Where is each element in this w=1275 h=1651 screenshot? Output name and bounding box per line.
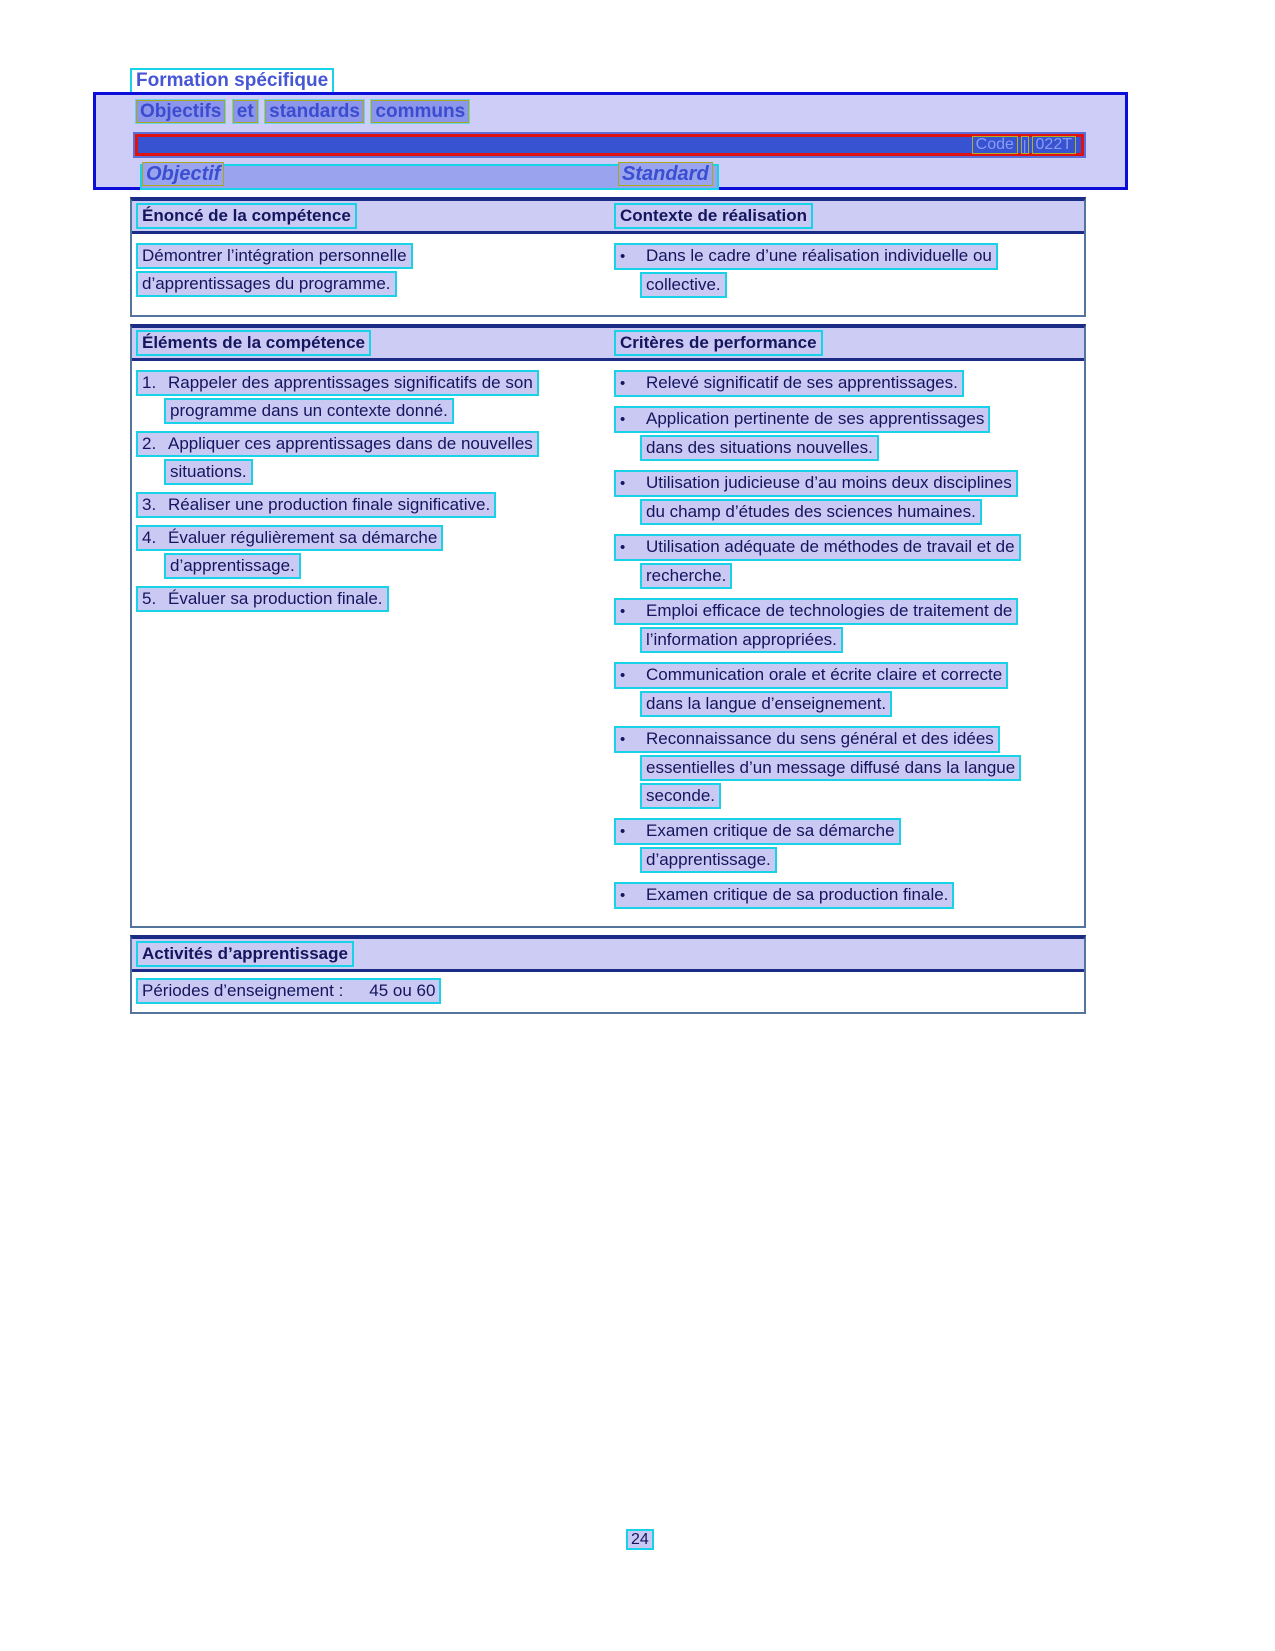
text-line [614, 406, 1080, 433]
activites-table-header [132, 939, 1084, 972]
code-value: 022T [1032, 136, 1076, 154]
enonce-text [136, 243, 614, 307]
critere-item [614, 370, 1080, 397]
text-line [614, 435, 1080, 461]
highlight-box: 1. Rappeler des apprentissages significatifs de son [136, 370, 539, 396]
code-banner-inner [135, 134, 1084, 156]
critere-item [614, 534, 1080, 589]
bullet-icon: • [620, 539, 626, 556]
elements-table-body [132, 361, 1084, 926]
contexte-header: Contexte de réalisation [614, 203, 813, 229]
highlight-box: essentielles d’un message diffusé dans la langue [640, 755, 1021, 781]
elements-table-header [132, 328, 1084, 361]
bullet-icon: • [620, 475, 626, 492]
subsection-word: communs [371, 100, 469, 123]
highlight-box: • Examen critique de sa démarche [614, 818, 901, 845]
text-line [614, 783, 1080, 809]
element-item [136, 492, 614, 518]
contexte-list [614, 243, 1080, 307]
highlight-box: recherche. [640, 563, 732, 589]
highlight-box: programme dans un contexte donné. [164, 398, 454, 424]
element-item [136, 431, 614, 485]
item-number: 2. [142, 434, 157, 453]
code-banner [133, 132, 1086, 158]
elements-list [136, 370, 614, 619]
criteres-list [614, 370, 1080, 918]
competence-table-header [132, 201, 1084, 234]
highlight-box: du champ d’études des sciences humaines. [640, 499, 982, 525]
critere-item [614, 406, 1080, 461]
text-line [614, 470, 1080, 497]
highlight-box: dans la langue d’enseignement. [640, 691, 892, 717]
highlight-box: • Application pertinente de ses apprentissages [614, 406, 990, 433]
section-heading-label: Formation spécifique [130, 68, 334, 94]
text-line [614, 370, 1080, 397]
objectif-standard-row [140, 164, 1100, 188]
elements-table [130, 324, 1086, 928]
element-item [136, 525, 614, 579]
highlight-box: • Examen critique de sa production finale. [614, 882, 954, 909]
text-line [614, 818, 1080, 845]
bullet-icon: • [620, 823, 626, 840]
text-line [614, 691, 1080, 717]
periodes-label: Périodes d’enseignement : [142, 981, 344, 1000]
bullet-icon: • [620, 603, 626, 620]
bullet-icon: • [620, 887, 626, 904]
highlight-box: 5. Évaluer sa production finale. [136, 586, 389, 612]
header-cell-right [614, 330, 1080, 356]
bullet-icon: • [620, 667, 626, 684]
item-number: 5. [142, 589, 157, 608]
subsection-word: Objectifs [136, 100, 225, 123]
criteres-header: Critères de performance [614, 330, 823, 356]
highlight-box: • Utilisation adéquate de méthodes de travail et de [614, 534, 1021, 561]
text-line [614, 499, 1080, 525]
bullet-icon: • [620, 248, 626, 265]
page-number: 24 [626, 1529, 654, 1550]
column-header-objectif: Objectif [142, 162, 224, 186]
highlight-box: d’apprentissage. [164, 553, 301, 579]
subsection-word: et [233, 100, 258, 123]
highlight-box: • Emploi efficace de technologies de traitement de [614, 598, 1018, 625]
activites-header: Activités d’apprentissage [136, 941, 354, 967]
bullet-icon: • [620, 375, 626, 392]
section-heading [130, 68, 334, 94]
text-line [614, 755, 1080, 781]
competence-table [130, 197, 1086, 317]
subsection-heading [136, 100, 472, 123]
enonce-header: Énoncé de la compétence [136, 203, 357, 229]
element-item [136, 370, 614, 424]
code-separator: | [1022, 137, 1027, 153]
item-number: 4. [142, 528, 157, 547]
highlight-box: l’information appropriées. [640, 627, 843, 653]
text-line [614, 882, 1080, 909]
text-line [614, 627, 1080, 653]
text-line [136, 525, 614, 551]
bullet-icon: • [620, 411, 626, 428]
highlight-box: dans des situations nouvelles. [640, 435, 879, 461]
text-line [614, 847, 1080, 873]
critere-item [614, 882, 1080, 909]
competence-table-body [132, 234, 1084, 315]
highlight-box: situations. [164, 459, 253, 485]
highlight-box: • Reconnaissance du sens général et des idées [614, 726, 1000, 753]
critere-item [614, 662, 1080, 717]
critere-item [614, 598, 1080, 653]
highlight-box: 2. Appliquer ces apprentissages dans de nouvelles [136, 431, 539, 457]
highlight-box: 4. Évaluer régulièrement sa démarche [136, 525, 443, 551]
highlight-box: Démontrer l’intégration personnelle [136, 243, 413, 269]
critere-item [614, 818, 1080, 873]
critere-item [614, 470, 1080, 525]
text-line [614, 534, 1080, 561]
enonce-line [136, 243, 614, 269]
text-line [614, 243, 1080, 270]
highlight-box: • Dans le cadre d’une réalisation individuelle ou [614, 243, 998, 270]
critere-item [614, 726, 1080, 809]
text-line [614, 726, 1080, 753]
highlight-box: 3. Réaliser une production finale significative. [136, 492, 496, 518]
activites-table-body [132, 972, 1084, 1012]
code-label: Code [972, 136, 1018, 154]
text-line [136, 459, 614, 485]
text-line [614, 662, 1080, 689]
text-line [614, 272, 1080, 298]
periodes-line [136, 978, 441, 1004]
text-line [136, 586, 614, 612]
elements-header: Éléments de la compétence [136, 330, 371, 356]
element-item [136, 586, 614, 612]
highlight-box: • Relevé significatif de ses apprentissages. [614, 370, 964, 397]
highlight-box: • Utilisation judicieuse d’au moins deux disciplines [614, 470, 1018, 497]
bullet-icon: • [620, 731, 626, 748]
text-line [136, 370, 614, 396]
text-line [136, 431, 614, 457]
text-line [136, 243, 614, 269]
highlight-box: d’apprentissages du programme. [136, 271, 397, 297]
text-line [136, 492, 614, 518]
text-line [136, 398, 614, 424]
text-line [614, 563, 1080, 589]
item-number: 3. [142, 495, 157, 514]
header-cell-left [136, 203, 614, 229]
objectifs-standards-panel [93, 92, 1128, 190]
text-line [136, 553, 614, 579]
highlight-box: collective. [640, 272, 727, 298]
subsection-word: standards [265, 100, 364, 123]
page-number-container [626, 1529, 654, 1550]
periodes-value: 45 ou 60 [369, 981, 436, 1000]
enonce-line [136, 271, 614, 297]
header-cell-right [614, 203, 1080, 229]
text-line [136, 271, 614, 297]
tables-container [130, 197, 1086, 1021]
item-number: 1. [142, 373, 157, 392]
contexte-item [614, 243, 1080, 298]
text-line [614, 598, 1080, 625]
highlight-box: • Communication orale et écrite claire et correcte [614, 662, 1008, 689]
column-header-standard: Standard [618, 162, 713, 186]
activites-table [130, 935, 1086, 1014]
highlight-box: seconde. [640, 783, 721, 809]
highlight-box: d’apprentissage. [640, 847, 777, 873]
header-cell-left [136, 330, 614, 356]
